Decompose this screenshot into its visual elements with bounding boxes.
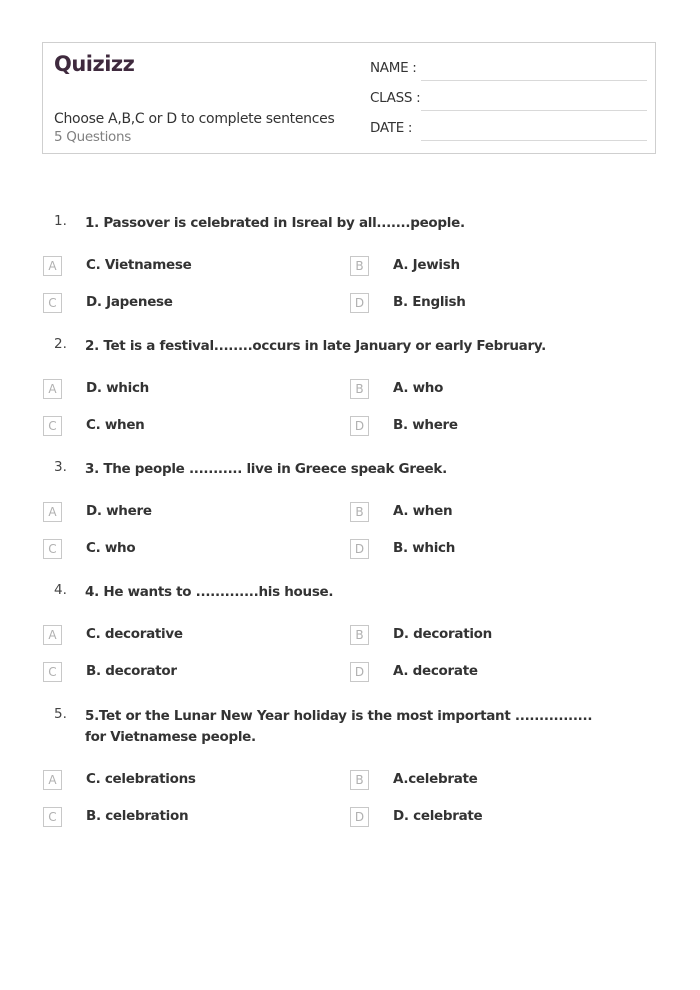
option-text: B. decorator xyxy=(86,663,177,679)
option-text: D. decoration xyxy=(393,626,492,642)
question-text: 3. The people ........... live in Greece speak Greek. xyxy=(85,461,447,477)
option-text: C. Vietnamese xyxy=(86,257,192,273)
question-number: 4. xyxy=(54,582,67,598)
option-letter-box: C xyxy=(43,539,62,559)
option-text: B. where xyxy=(393,417,458,433)
question-count: 5 Questions xyxy=(54,129,131,145)
option-text: D. which xyxy=(86,380,149,396)
option-text: A. Jewish xyxy=(393,257,460,273)
date-line xyxy=(421,140,647,141)
option-letter-box: D xyxy=(350,662,369,682)
option-letter-box: D xyxy=(350,293,369,313)
question-number: 1. xyxy=(54,213,67,229)
option-letter-box: C xyxy=(43,293,62,313)
name-field xyxy=(370,60,647,82)
option-letter-box: B xyxy=(350,625,369,645)
question-text: 2. Tet is a festival........occurs in late January or early February. xyxy=(85,338,546,354)
class-line xyxy=(421,110,647,111)
option-text: B. English xyxy=(393,294,466,310)
class-label: CLASS : xyxy=(370,90,421,106)
option-text: C. decorative xyxy=(86,626,183,642)
option-text: C. who xyxy=(86,540,136,556)
name-label: NAME : xyxy=(370,60,417,76)
question-number: 3. xyxy=(54,459,67,475)
question-text: 5.Tet or the Lunar New Year holiday is the most important ................ for Vietnamese people. xyxy=(85,708,593,745)
option-text: B. celebration xyxy=(86,808,189,824)
option-letter-box: B xyxy=(350,379,369,399)
option-letter-box: A xyxy=(43,502,62,522)
option-text: A. when xyxy=(393,503,453,519)
worksheet-title: Choose A,B,C or D to complete sentences xyxy=(54,111,335,127)
option-text: A.celebrate xyxy=(393,771,478,787)
option-letter-box: B xyxy=(350,256,369,276)
option-letter-box: A xyxy=(43,379,62,399)
name-line xyxy=(421,80,647,81)
option-letter-box: C xyxy=(43,416,62,436)
option-text: D. celebrate xyxy=(393,808,483,824)
quizizz-logo: Quizizz xyxy=(54,52,135,76)
option-text: A. who xyxy=(393,380,444,396)
option-text: A. decorate xyxy=(393,663,478,679)
class-field xyxy=(370,90,647,112)
option-letter-box: A xyxy=(43,256,62,276)
date-field xyxy=(370,120,647,142)
option-text: B. which xyxy=(393,540,456,556)
worksheet-header xyxy=(42,42,656,154)
question-number: 2. xyxy=(54,336,67,352)
option-text: C. celebrations xyxy=(86,771,196,787)
option-letter-box: C xyxy=(43,807,62,827)
option-letter-box: A xyxy=(43,770,62,790)
option-letter-box: B xyxy=(350,502,369,522)
option-letter-box: B xyxy=(350,770,369,790)
option-letter-box: A xyxy=(43,625,62,645)
option-text: C. when xyxy=(86,417,145,433)
option-letter-box: C xyxy=(43,662,62,682)
option-letter-box: D xyxy=(350,416,369,436)
question-text: 4. He wants to .............his house. xyxy=(85,584,334,600)
question-number: 5. xyxy=(54,706,67,722)
option-text: D. where xyxy=(86,503,152,519)
option-letter-box: D xyxy=(350,807,369,827)
option-text: D. Japenese xyxy=(86,294,173,310)
option-letter-box: D xyxy=(350,539,369,559)
date-label: DATE : xyxy=(370,120,413,136)
question-text: 1. Passover is celebrated in Isreal by all.......people. xyxy=(85,215,465,231)
